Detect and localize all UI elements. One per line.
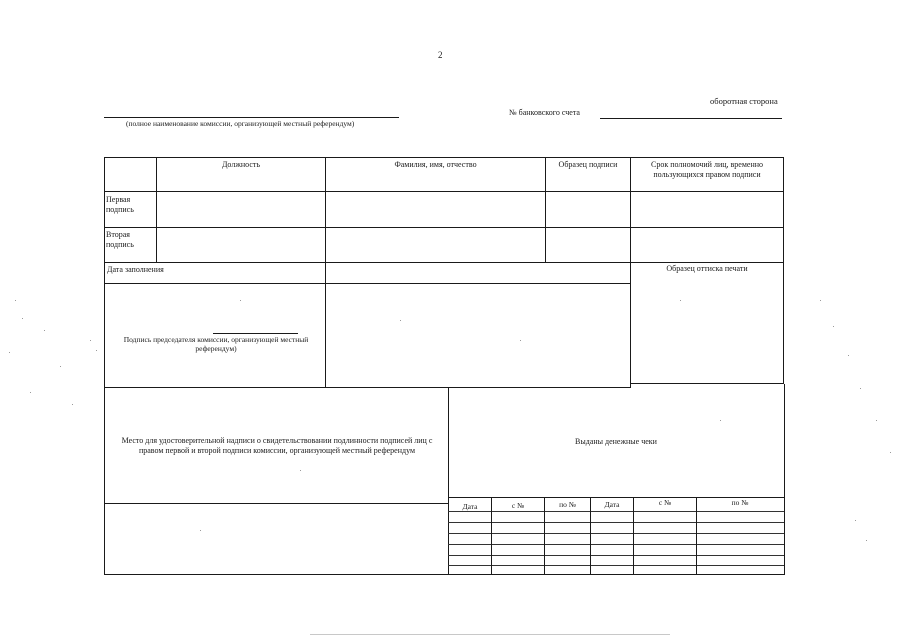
row-label-first-signature: Первая подпись: [106, 195, 134, 214]
side-label: оборотная сторона: [710, 96, 778, 106]
checks-col-date-2: Дата: [604, 500, 620, 509]
commission-name-caption: (полное наименование комиссии, организующей местный референдум): [126, 119, 355, 128]
certification-caption: Место для удостоверительной надписи о свидетельствовании подлинности подписей лиц с правом первой и второй подписи комиссии, организующей местный референдум: [121, 436, 433, 455]
checks-col-to-2: по №: [731, 498, 749, 507]
checks-col-to-1: по №: [559, 500, 576, 509]
column-header-position: Должность: [221, 160, 261, 169]
checks-col-from-1: с №: [511, 501, 525, 510]
checks-col-date-1: Дата: [462, 502, 478, 511]
checks-col-from-2: с №: [658, 498, 672, 507]
fill-date-label: Дата заполнения: [107, 265, 164, 274]
stamp-sample-label: Образец оттиска печати: [666, 264, 748, 273]
row-label-second-signature: Вторая подпись: [106, 230, 134, 249]
page-number: 2: [438, 50, 443, 60]
chair-signature-line: [213, 333, 298, 334]
commission-name-line: [104, 117, 399, 118]
column-header-full-name: Фамилия, имя, отчество: [394, 160, 477, 169]
column-header-signature-sample: Образец подписи: [558, 160, 618, 169]
bank-account-line: [600, 118, 782, 119]
chair-signature-caption: Подпись председателя комиссии, организующей местный референдум): [123, 335, 309, 353]
bank-account-label: № банковского счета: [509, 108, 580, 117]
checks-issued-label: Выданы денежные чеки: [575, 437, 657, 446]
column-header-authority-term: Срок полномочий лиц, временно пользующихся правом подписи: [650, 160, 764, 179]
